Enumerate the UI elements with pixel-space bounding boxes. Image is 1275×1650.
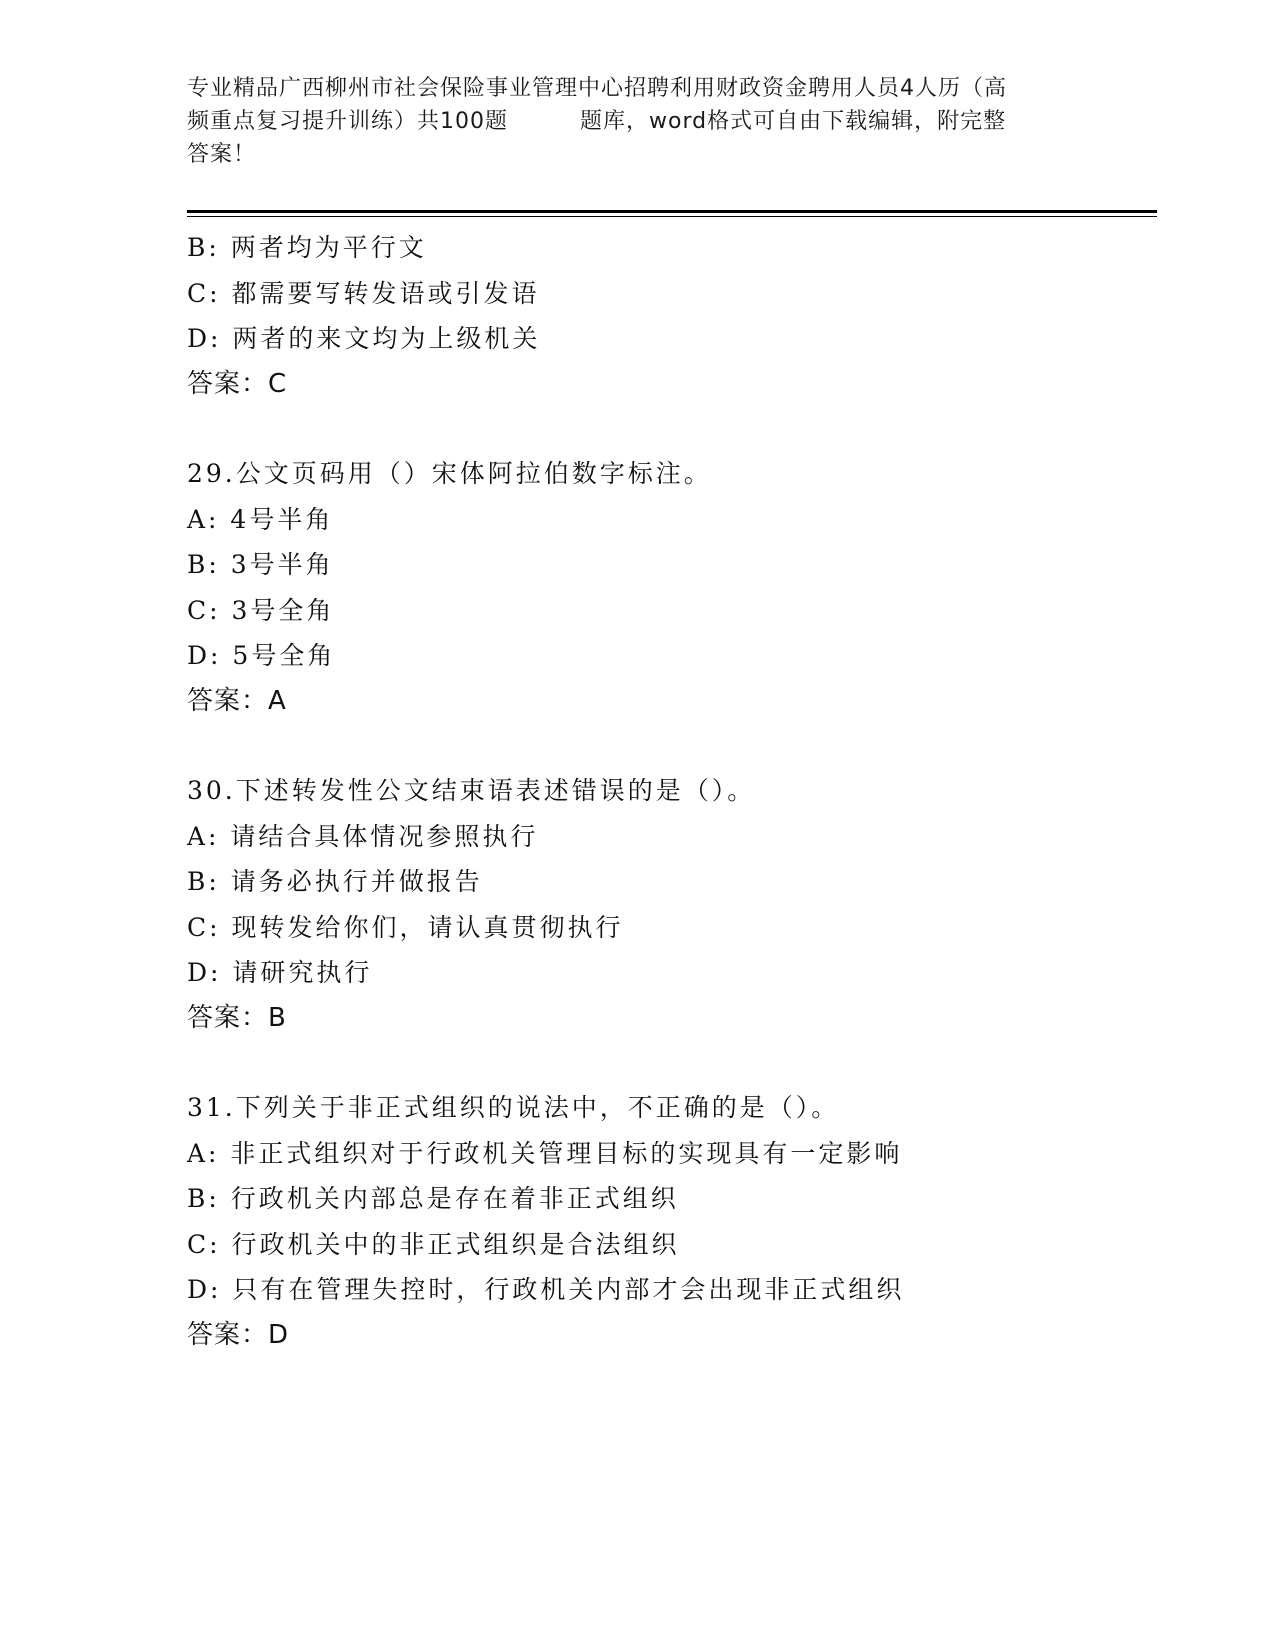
option-a: A: 非正式组织对于行政机关管理目标的实现具有一定影响	[187, 1138, 903, 1168]
question-30	[187, 768, 1147, 1041]
header-divider-thick	[187, 210, 1157, 213]
answer-line: 答案：B	[187, 1002, 287, 1033]
question-stem: 30.下述转发性公文结束语表述错误的是（）。	[187, 776, 756, 805]
option-a: A: 请结合具体情况参照执行	[187, 821, 539, 851]
option-c: C: 3号全角	[187, 595, 335, 625]
option-b: B: 行政机关内部总是存在着非正式组织	[187, 1184, 679, 1213]
question-stem: 29.公文页码用（）宋体阿拉伯数字标注。	[187, 459, 712, 488]
option-b: B: 3号半角	[187, 550, 334, 579]
option-c: C: 现转发给你们，请认真贯彻执行	[187, 912, 624, 942]
header-line-2b: 题库，word格式可自由下载编辑，附完整	[580, 109, 1007, 134]
header-line-1: 专业精品广西柳州市社会保险事业管理中心招聘利用财政资金聘用人员4人历（高	[187, 76, 1007, 101]
answer-line: 答案：C	[187, 368, 288, 399]
header-line-2a: 频重点复习提升训练）共100题	[187, 109, 508, 134]
question-29	[187, 451, 1147, 724]
option-d: D: 两者的来文均为上级机关	[187, 324, 541, 353]
option-b: B: 两者均为平行文	[187, 233, 427, 262]
answer-line: 答案：A	[187, 685, 287, 716]
header-line-2	[187, 105, 1087, 138]
header-line-3: 答案！	[187, 142, 257, 167]
option-a: A: 4号半角	[187, 504, 334, 534]
question-28-tail	[187, 225, 1147, 407]
answer-line: 答案：D	[187, 1319, 290, 1350]
question-31	[187, 1085, 1147, 1358]
document-header	[187, 72, 1087, 171]
option-d: D: 请研究执行	[187, 958, 373, 987]
question-stem: 31.下列关于非正式组织的说法中，不正确的是（）。	[187, 1093, 840, 1122]
option-c: C: 行政机关中的非正式组织是合法组织	[187, 1229, 680, 1259]
option-c: C: 都需要写转发语或引发语	[187, 278, 540, 308]
option-d: D: 只有在管理失控时，行政机关内部才会出现非正式组织	[187, 1275, 905, 1304]
question-list	[187, 225, 1147, 1358]
option-d: D: 5号全角	[187, 641, 336, 670]
option-b: B: 请务必执行并做报告	[187, 867, 483, 896]
header-divider-thin	[187, 216, 1157, 217]
